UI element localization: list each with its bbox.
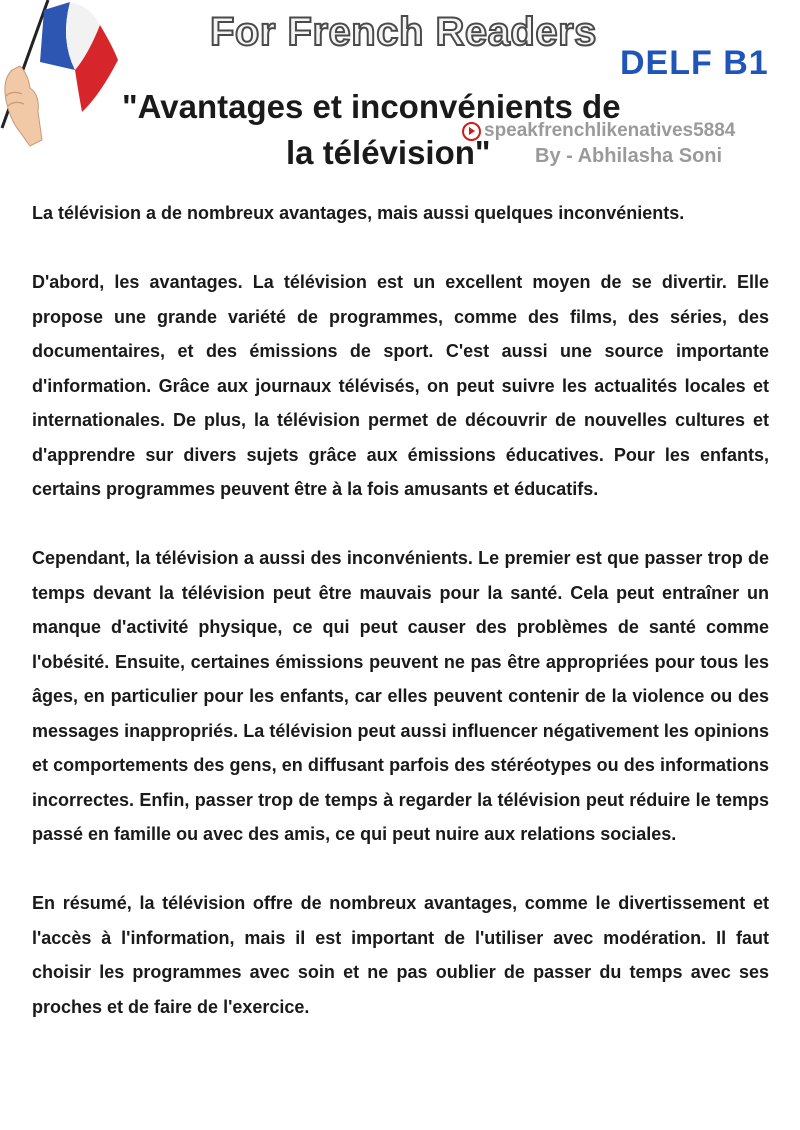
paragraph-conclusion: En résumé, la télévision offre de nombreux avantages, comme le divertissement et l'accès à l'information, mais il est important de l'utiliser avec modération. Il faut choisir les programmes avec soin et ne pas oublier de passer du temps avec ses proches et de faire de l'exercice.: [32, 893, 769, 1017]
brand-title: For French Readers: [210, 10, 597, 54]
author-credit: By - Abhilasha Soni: [535, 145, 723, 167]
paragraph-intro: La télévision a de nombreux avantages, mais aussi quelques inconvénients.: [32, 203, 685, 223]
channel-name: speakfrenchlikenatives5884: [484, 120, 736, 141]
paragraph-disadvantages: Cependant, la télévision a aussi des inconvénients. Le premier est que passer trop de temps devant la télévision peut être mauvais pour la santé. Cela peut entraîner un manque d'activité physique, ce qui peut causer des problèmes de santé comme l'obésité. Ensuite, certaines émissions peuvent ne pas être appropriées pour tous les âges, en particulier pour les enfants, car elles peuvent contenir de la violence ou des messages inappropriés. La télévision peut aussi influencer négativement les opinions et comportements des gens, en diffusant parfois des stéréotypes ou des informations incorrectes. Enfin, passer trop de temps à regarder la télévision peut réduire le temps passé en famille ou avec des amis, ce qui peut nuire aux relations sociales.: [32, 548, 769, 844]
title-line-2: la télévision": [286, 134, 491, 171]
paragraph-advantages: D'abord, les avantages. La télévision est un excellent moyen de se divertir. Elle propose une grande variété de programmes, comme des films, des séries, des documentaires, et des émissions de sport. C'est aussi une source importante d'information. Grâce aux journaux télévisés, on peut suivre les actualités locales et internationales. De plus, la télévision permet de découvrir de nouvelles cultures et d'apprendre sur divers sujets grâce aux émissions éducatives. Pour les enfants, certains programmes peuvent être à la fois amusants et éducatifs.: [32, 272, 769, 499]
youtube-icon: [462, 122, 481, 141]
channel-credit: [462, 120, 735, 142]
title-line-1: "Avantages et inconvénients de: [122, 88, 621, 125]
article-body: [32, 196, 769, 1024]
level-badge: DELF B1: [620, 44, 769, 82]
french-flag-icon: [0, 0, 125, 150]
